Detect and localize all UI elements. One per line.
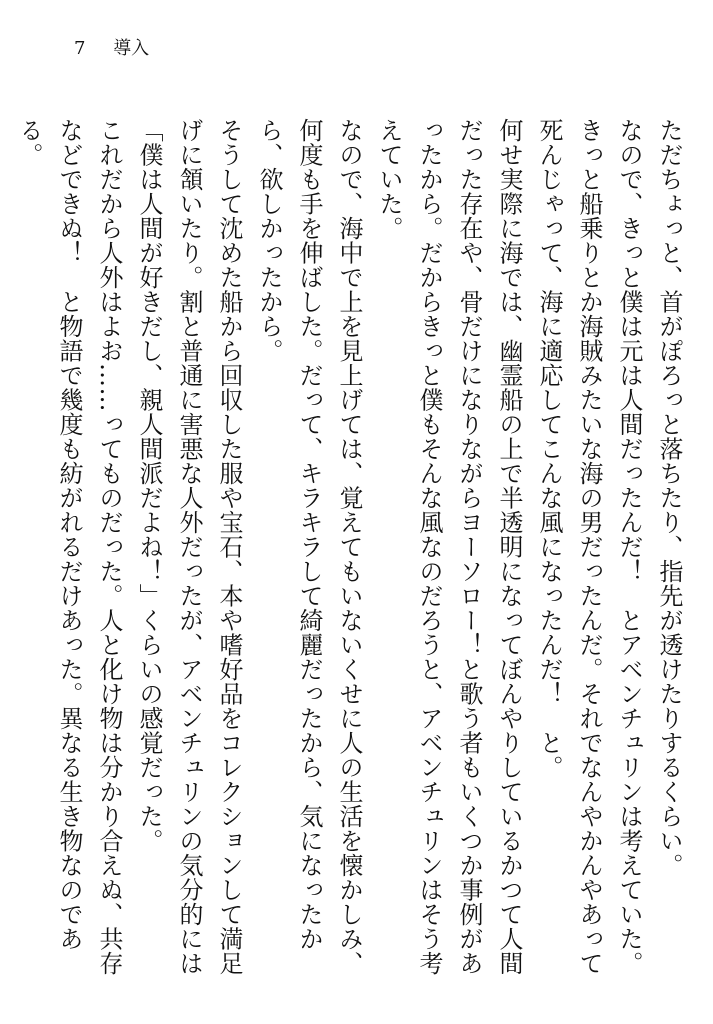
- chapter-title: 導入: [113, 38, 150, 59]
- body-text: [0, 118, 689, 998]
- page-header: [74, 38, 149, 60]
- paragraph: 何せ実際に海では、幽霊船の上で半透明になってぼんやりしているかつて人間だった存在や、骨だけになりながらヨーソロー！と歌う者もいくつか事例があったから。だからきっと僕もそんな風なのだろうと、アベンチュリンはそう考えていた。: [375, 118, 523, 976]
- page-number: 7: [74, 38, 86, 59]
- paragraph: これだから人外はよお……ってものだった。人と化け物は分かり合えぬ、共存などできぬ！ と物語で幾度も紡がれるだけあった。異なる生き物なのである。: [15, 118, 123, 976]
- blank-line: [0, 118, 9, 998]
- paragraph: きっと船乗りとか海賊みたいな海の男だったんだ。それでなんやかんやあって死んじゃって、海に適応してこんな風になったんだ！ と。: [535, 118, 603, 976]
- paragraph: なので、海中で上を見上げては、覚えてもいないくせに人の生活を懐かしみ、何度も手を伸ばした。だって、キラキラして綺麗だったから、気になったから、欲しかったから。: [255, 118, 363, 976]
- paragraph: そうして沈めた船から回収した服や宝石、本や嗜好品をコレクションして満足げに頷いたり。割と普通に害悪な人外だったが、アベンチュリンの気分的には「僕は人間が好きだし、親人間派だよね！」くらいの感覚だった。: [135, 118, 243, 976]
- paragraph: なので、きっと僕は元は人間だったんだ！ とアベンチュリンは考えていた。: [615, 118, 643, 976]
- paragraph: ただちょっと、首がぽろっと落ちたり、指先が透けたりするくらい。: [655, 118, 683, 878]
